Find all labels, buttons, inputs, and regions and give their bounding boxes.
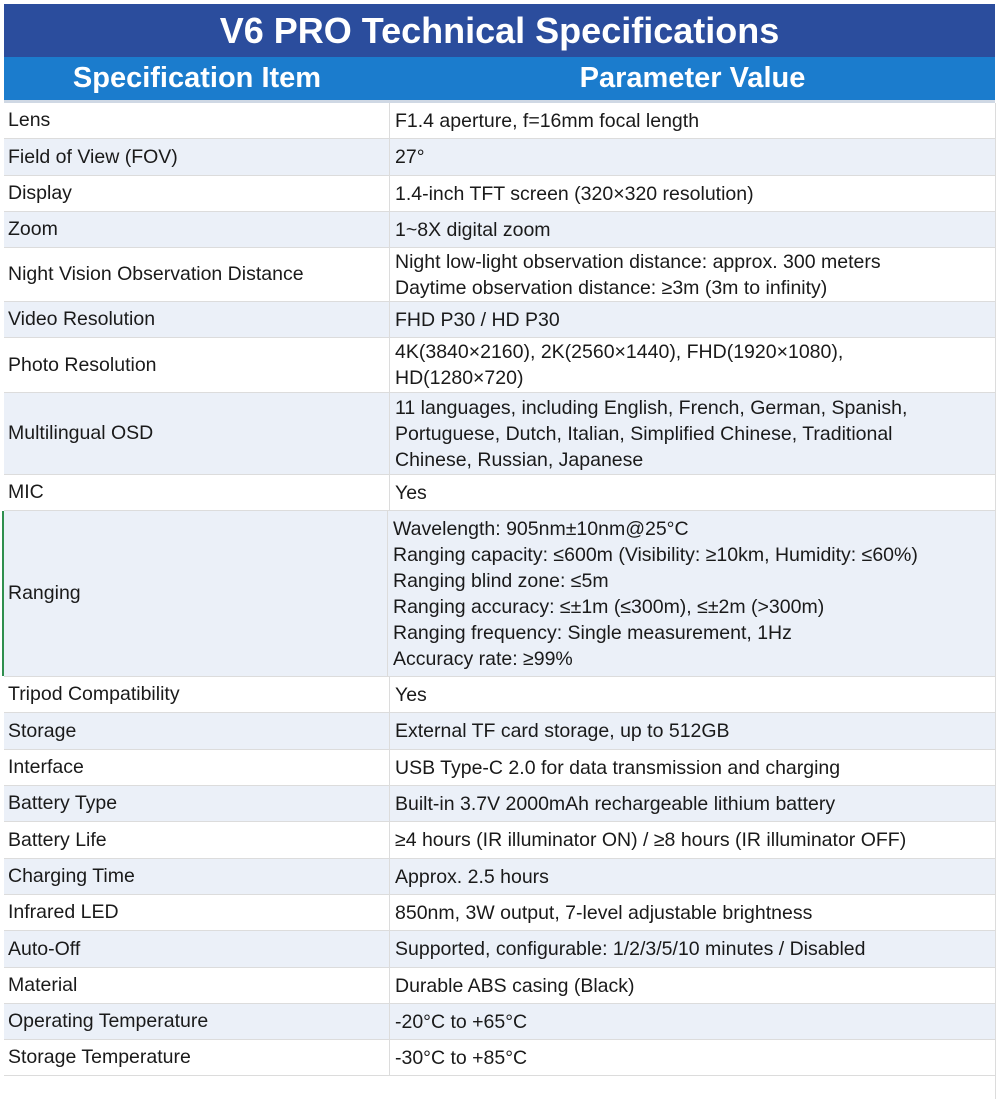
spec-value-cell — [390, 475, 995, 510]
spec-value-cell — [390, 248, 995, 301]
table-row — [4, 511, 995, 677]
table-row — [4, 713, 995, 750]
spec-item-cell: Lens — [4, 103, 390, 138]
spec-item-cell: Video Resolution — [4, 302, 390, 337]
spec-value-line: Night low-light observation distance: approx. 300 meters — [395, 250, 881, 273]
spec-value-cell — [390, 968, 995, 1003]
spec-item-cell: Zoom — [4, 212, 390, 247]
spec-value-line: 27° — [395, 146, 425, 168]
header-parameter-value: Parameter Value — [579, 62, 806, 94]
table-row — [4, 1004, 995, 1040]
spec-item-cell: Night Vision Observation Distance — [4, 248, 390, 301]
spec-value-line: Wavelength: 905nm±10nm@25°C — [393, 517, 689, 540]
spec-value-cell — [390, 176, 995, 211]
spec-value-line: Portuguese, Dutch, Italian, Simplified Chinese, Traditional — [395, 422, 893, 445]
spec-value-line: -30°C to +85°C — [395, 1046, 528, 1069]
spec-value-line: Accuracy rate: ≥99% — [393, 647, 573, 670]
spec-item-cell: Auto-Off — [4, 931, 390, 967]
spec-value-line: Ranging accuracy: ≤±1m (≤300m), ≤±2m (>300m) — [393, 595, 825, 618]
spec-value-line: Approx. 2.5 hours — [395, 865, 549, 888]
spec-item-cell: Tripod Compatibility — [4, 677, 390, 712]
spec-item-cell: Field of View (FOV) — [4, 139, 390, 175]
spec-value-cell — [390, 212, 995, 247]
table-row — [4, 393, 995, 475]
spec-value-line: Ranging blind zone: ≤5m — [393, 569, 609, 592]
spec-value-line: 850nm, 3W output, 7-level adjustable brightness — [395, 901, 813, 924]
spec-value-cell — [390, 338, 995, 392]
spec-value-cell — [390, 302, 995, 337]
table-row — [4, 968, 995, 1004]
table-row — [4, 786, 995, 822]
table-row — [4, 338, 995, 393]
spec-value-line: Supported, configurable: 1/2/3/5/10 minutes / Disabled — [395, 938, 866, 960]
spec-value-line: F1.4 aperture, f=16mm focal length — [395, 109, 700, 132]
spec-value-line: -20°C to +65°C — [395, 1010, 528, 1033]
spec-value-line: Ranging frequency: Single measurement, 1Hz — [393, 621, 792, 644]
spec-value-cell — [390, 931, 995, 967]
spec-table-body — [4, 103, 995, 1076]
spec-item-cell: Material — [4, 968, 390, 1003]
spec-value-line: Yes — [395, 481, 427, 504]
spec-item-cell: Interface — [4, 750, 390, 785]
spec-item-cell: Ranging — [2, 511, 388, 676]
spec-value-cell — [390, 103, 995, 138]
spec-item-cell: Battery Type — [4, 786, 390, 821]
spec-value-cell — [390, 1004, 995, 1039]
spec-value-cell — [390, 393, 995, 474]
spec-value-cell — [390, 713, 995, 749]
spec-value-line: Daytime observation distance: ≥3m (3m to infinity) — [395, 276, 828, 299]
spec-item-cell: Photo Resolution — [4, 338, 390, 392]
table-row — [4, 176, 995, 212]
spec-item-cell: Battery Life — [4, 822, 390, 858]
spec-item-cell: Operating Temperature — [4, 1004, 390, 1039]
table-header — [4, 57, 995, 103]
table-row — [4, 1040, 995, 1076]
spec-item-cell: Storage Temperature — [4, 1040, 390, 1075]
spec-value-cell — [390, 1040, 995, 1075]
spec-value-line: USB Type-C 2.0 for data transmission and charging — [395, 756, 841, 779]
table-row — [4, 859, 995, 895]
spec-value-cell — [388, 511, 993, 676]
spec-value-cell — [390, 750, 995, 785]
spec-item-cell: Charging Time — [4, 859, 390, 894]
spec-value-line: ≥4 hours (IR illuminator ON) / ≥8 hours (IR illuminator OFF) — [395, 829, 907, 851]
spec-value-line: FHD P30 / HD P30 — [395, 308, 560, 331]
spec-value-line: Yes — [395, 683, 427, 706]
table-row — [4, 103, 995, 139]
table-row — [4, 895, 995, 931]
spec-item-cell: MIC — [4, 475, 390, 510]
spec-value-cell — [390, 895, 995, 930]
table-row — [4, 750, 995, 786]
spec-value-line: Chinese, Russian, Japanese — [395, 448, 644, 471]
spec-value-cell — [390, 677, 995, 712]
spec-value-cell — [390, 139, 995, 175]
spec-value-line: HD(1280×720) — [395, 367, 524, 389]
spec-item-cell: Display — [4, 176, 390, 211]
spec-item-cell: Storage — [4, 713, 390, 749]
table-row — [4, 139, 995, 176]
table-row — [4, 677, 995, 713]
table-row — [4, 822, 995, 859]
spec-value-line: 1.4-inch TFT screen (320×320 resolution) — [395, 182, 754, 205]
table-row — [4, 212, 995, 248]
spec-value-line: 11 languages, including English, French, German, Spanish, — [395, 396, 908, 419]
table-row — [4, 248, 995, 302]
spec-value-line: Ranging capacity: ≤600m (Visibility: ≥10km, Humidity: ≤60%) — [393, 543, 918, 566]
spec-item-cell: Infrared LED — [4, 895, 390, 930]
spec-value-line: External TF card storage, up to 512GB — [395, 720, 730, 742]
spec-value-cell — [390, 786, 995, 821]
table-row — [4, 475, 995, 511]
table-row — [4, 931, 995, 968]
spec-value-cell — [390, 822, 995, 858]
page-title: V6 PRO Technical Specifications — [4, 4, 995, 57]
spec-value-line: Durable ABS casing (Black) — [395, 974, 635, 997]
grid-border — [995, 103, 996, 1099]
spec-value-line: 1~8X digital zoom — [395, 218, 551, 241]
spec-value-line: Built-in 3.7V 2000mAh rechargeable lithium battery — [395, 792, 836, 815]
table-row — [4, 302, 995, 338]
spec-item-cell: Multilingual OSD — [4, 393, 390, 474]
spec-value-line: 4K(3840×2160), 2K(2560×1440), FHD(1920×1080), — [395, 341, 844, 363]
header-specification-item: Specification Item — [72, 62, 322, 94]
spec-value-cell — [390, 859, 995, 894]
